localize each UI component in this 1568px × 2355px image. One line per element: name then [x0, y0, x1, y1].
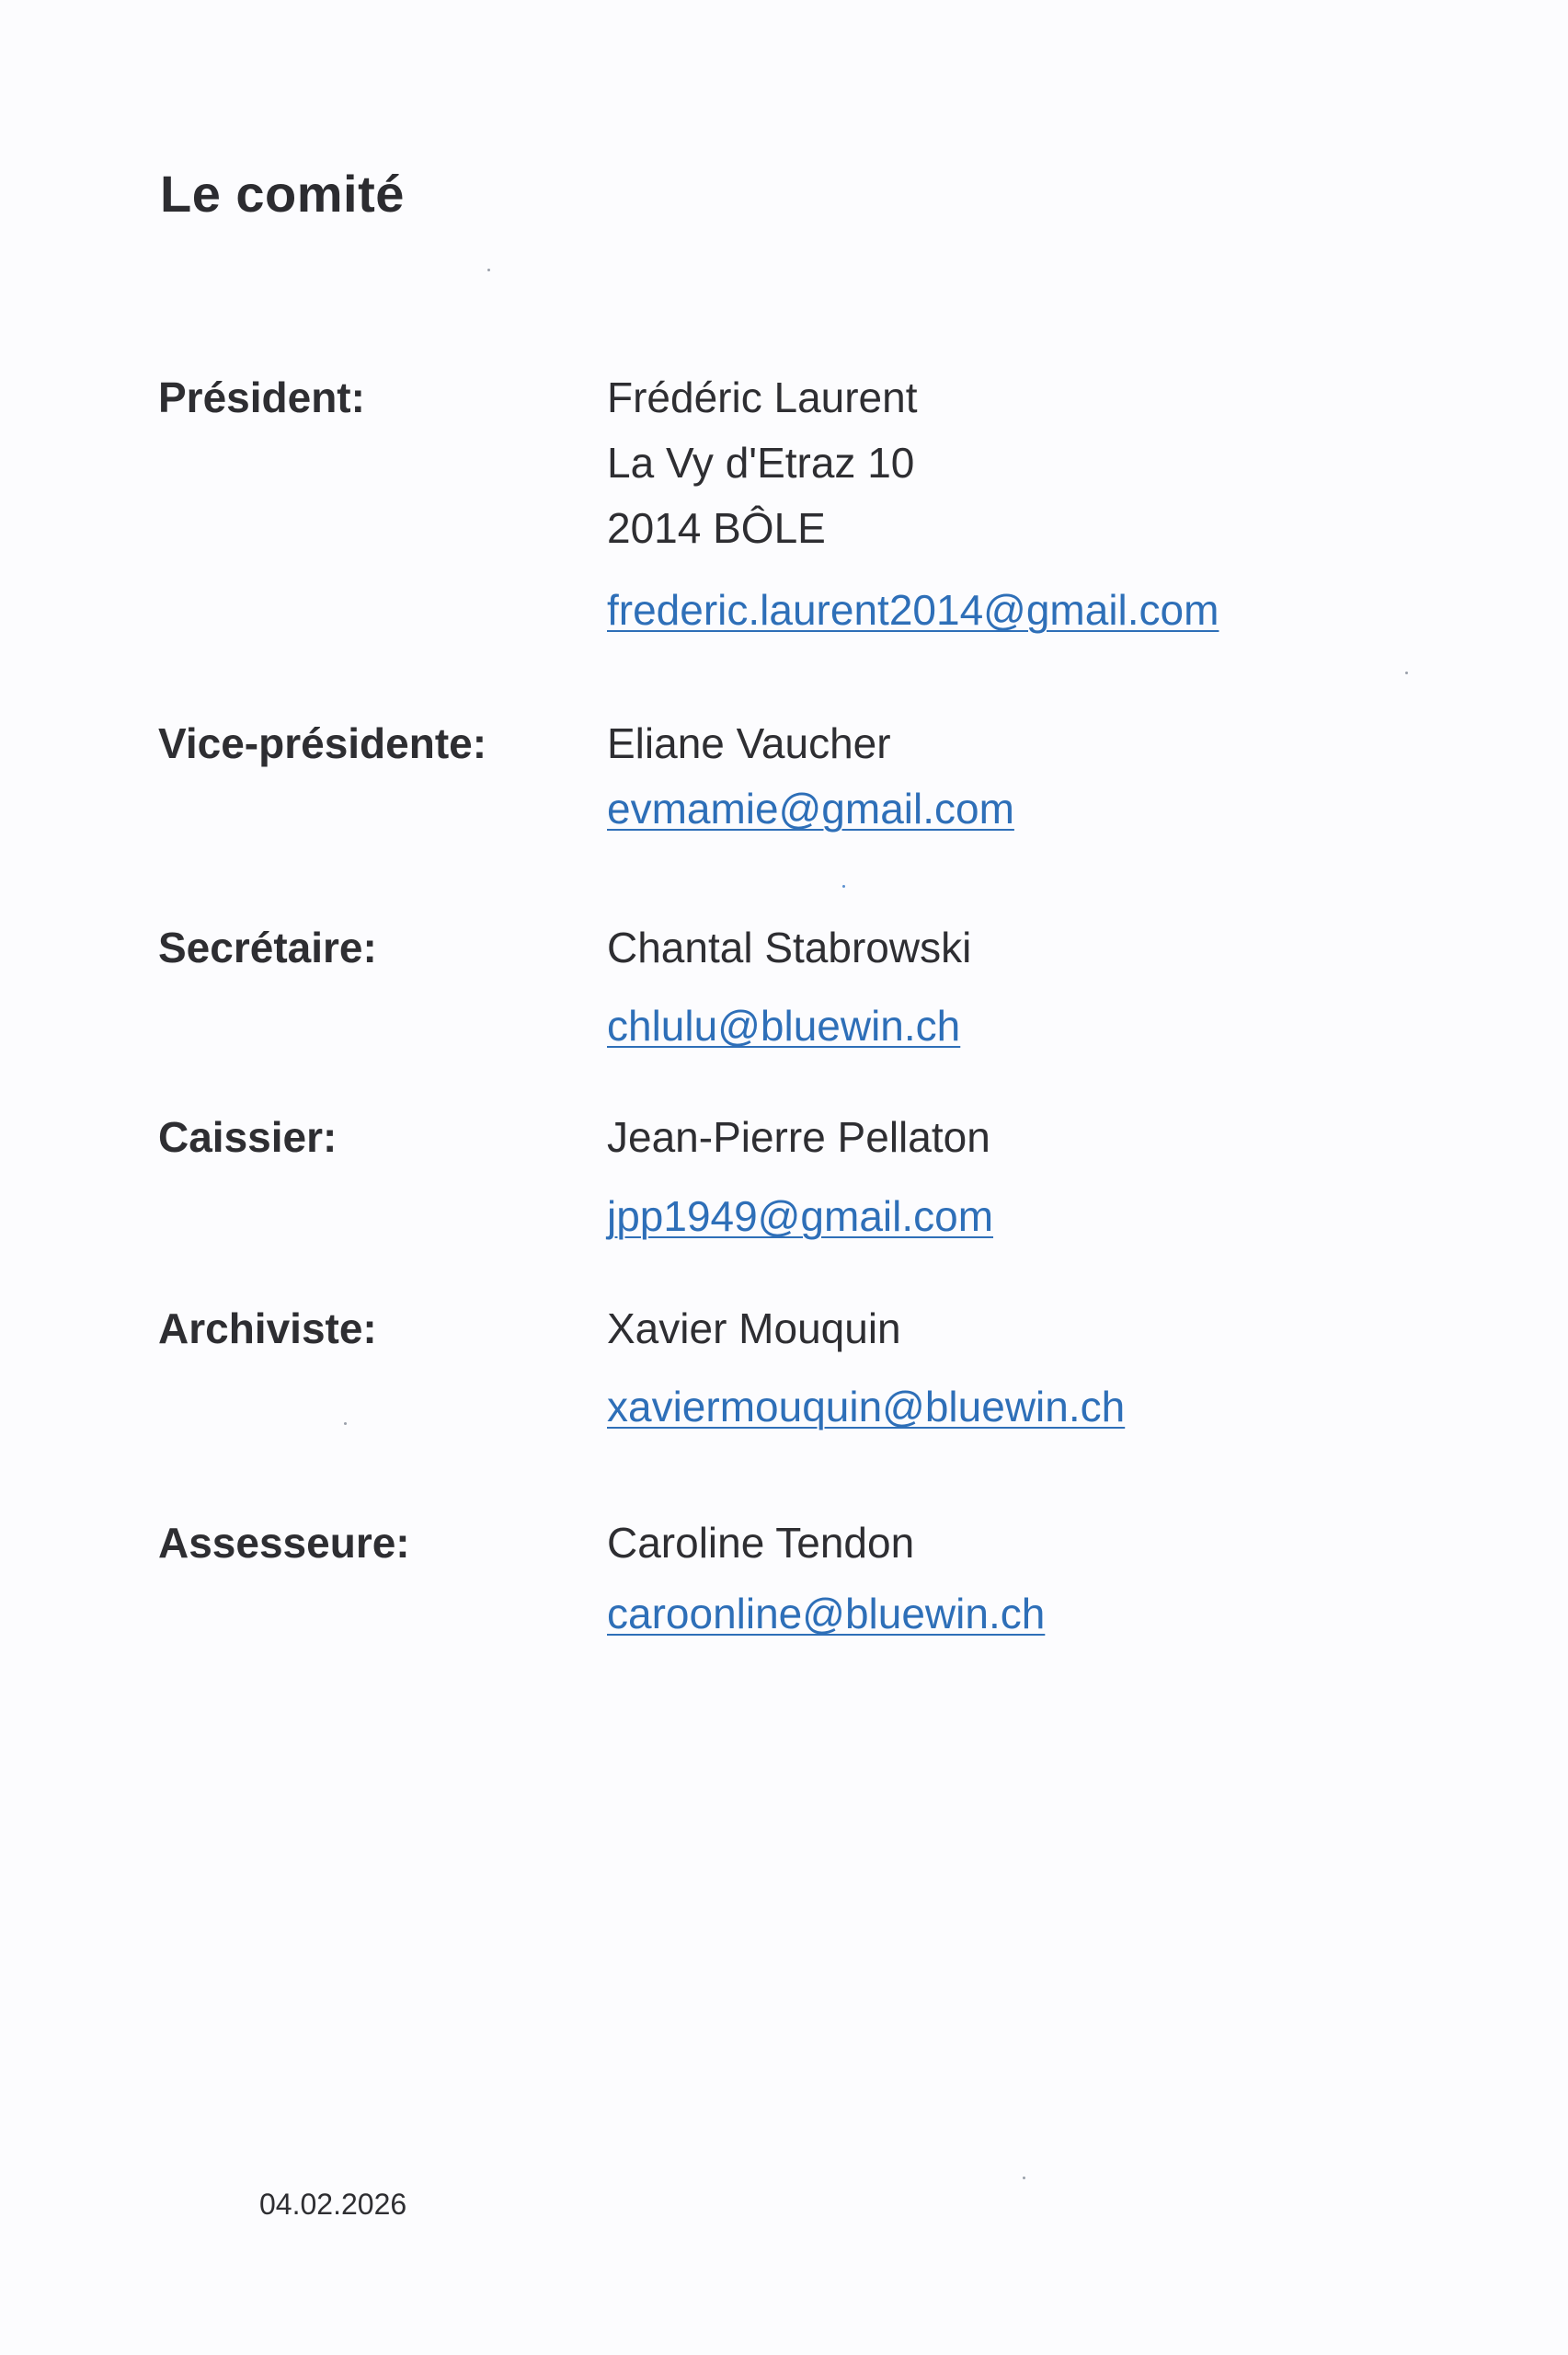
vice-president-email-link[interactable]: evmamie@gmail.com	[607, 785, 1014, 833]
president-email-link[interactable]: frederic.laurent2014@gmail.com	[607, 586, 1219, 634]
president-name: Frédéric Laurent	[607, 373, 918, 421]
role-vice-president-label: Vice-présidente:	[158, 719, 487, 767]
archivist-name: Xavier Mouquin	[607, 1304, 901, 1352]
scan-speck	[1023, 2177, 1025, 2179]
page-title: Le comité	[160, 165, 405, 223]
president-address-city: 2014 BÔLE	[607, 504, 826, 552]
assessor-name: Caroline Tendon	[607, 1519, 915, 1567]
scan-speck	[344, 1422, 347, 1425]
scan-speck	[1405, 672, 1408, 674]
role-president-label: Président:	[158, 373, 365, 421]
secretary-name: Chantal Stabrowski	[607, 924, 972, 971]
role-treasurer-label: Caissier:	[158, 1113, 338, 1161]
treasurer-email-link[interactable]: jpp1949@gmail.com	[607, 1192, 994, 1240]
document-date: 04.02.2026	[259, 2188, 407, 2221]
scan-speck	[842, 885, 845, 888]
president-address-street: La Vy d'Etraz 10	[607, 439, 915, 487]
secretary-email-link[interactable]: chlulu@bluewin.ch	[607, 1002, 961, 1050]
archivist-email-link[interactable]: xaviermouquin@bluewin.ch	[607, 1383, 1126, 1430]
scan-speck	[487, 269, 490, 271]
role-archivist-label: Archiviste:	[158, 1304, 377, 1352]
role-assessor-label: Assesseure:	[158, 1519, 410, 1567]
role-secretary-label: Secrétaire:	[158, 924, 377, 971]
assessor-email-link[interactable]: caroonline@bluewin.ch	[607, 1590, 1046, 1637]
vice-president-name: Eliane Vaucher	[607, 719, 891, 767]
treasurer-name: Jean-Pierre Pellaton	[607, 1113, 990, 1161]
